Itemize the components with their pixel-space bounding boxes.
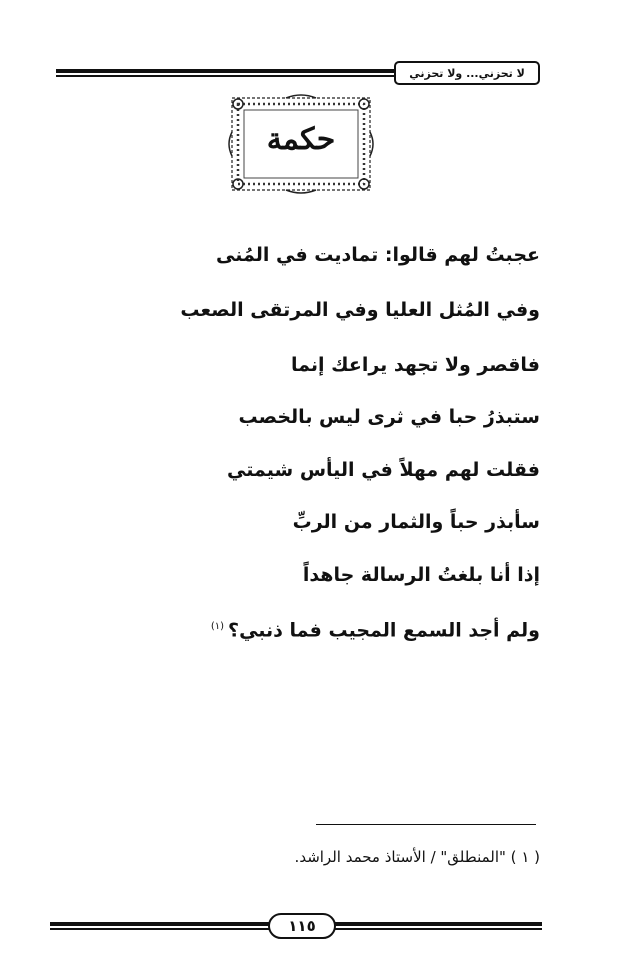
poem-verse: فقلت لهم مهلاً في اليأس شيمتي <box>227 459 540 481</box>
section-title: حكمة <box>266 122 336 157</box>
running-header-title: لا تحزني... ولا تحزني <box>394 61 540 85</box>
section-title-frame <box>226 92 376 196</box>
poem-verse-last <box>211 612 540 645</box>
page-number: ١١٥ <box>268 913 336 939</box>
footnote-divider <box>316 824 536 825</box>
poem-verse-text: ولم أجد السمع المجيب فما ذنبي؟ <box>228 619 540 642</box>
footnote-reference: (١) <box>210 621 225 632</box>
poem-verse: عجبتُ لهم قالوا: تماديت في المُنى <box>216 244 540 266</box>
poem-verse: وفي المُثل العليا وفي المرتقى الصعب <box>180 299 540 321</box>
footnote-text: ( ١ ) "المنطلق" / الأستاذ محمد الراشد. <box>294 848 540 866</box>
poem-verse: ستبذرُ حبا في ثرى ليس بالخصب <box>238 406 540 428</box>
header-rule <box>56 66 394 80</box>
poem-verse: إذا أنا بلغتُ الرسالة جاهداً <box>302 564 540 586</box>
poem-verse: سأبذر حباً والثمار من الربِّ <box>292 511 540 533</box>
poem-verse: فاقصر ولا تجهد يراعك إنما <box>291 354 540 376</box>
